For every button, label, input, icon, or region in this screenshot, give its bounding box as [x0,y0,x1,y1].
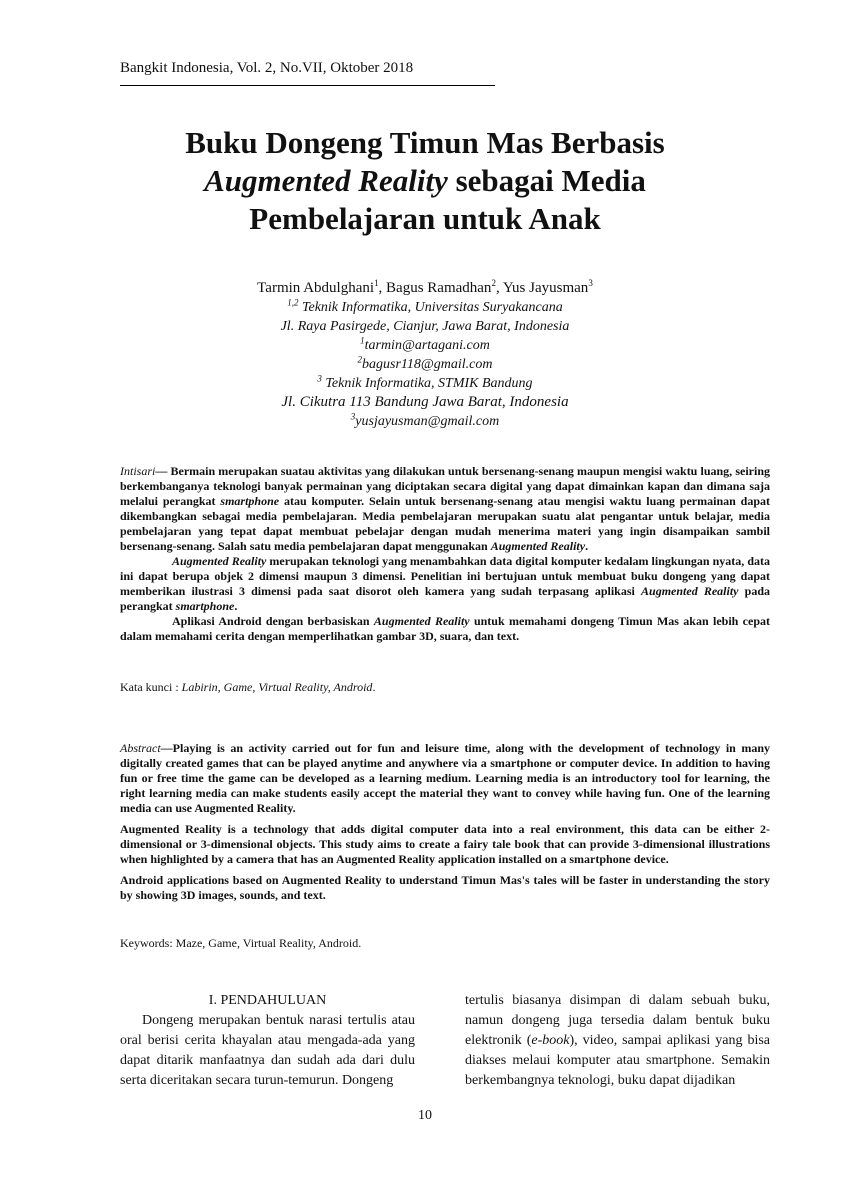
author-3-sup: 3 [588,278,593,288]
page-number: 10 [418,1108,432,1123]
abstract-paragraph-1 [120,741,770,816]
author-sep-2: , [495,280,503,296]
intisari-p3-b: untuk memahami dongeng Timun Mas akan lebih cepat dalam memahami cerita dengan memperlihatkan gambar 3D, suara, dan text. [120,614,770,643]
title-line-2 [100,162,750,200]
author-1-sup: 1 [374,278,379,288]
right-text-b: ), video, sampai aplikasi yang bisa diakses melaui komputer atau smartphone. Semakin berkembangnya teknologi, buku dapat dijadikan [465,1033,771,1088]
email-2-sup: 2 [357,354,363,365]
author-names [120,279,730,298]
intisari-p1-i1: smartphone [220,494,280,508]
paper-title [100,124,750,238]
author-2-sup: 2 [491,278,496,288]
author-2: Bagus Ramadhan [386,280,492,296]
intisari-paragraph-3 [120,614,770,644]
section-heading: I. PENDAHULUAN [208,993,327,1008]
left-column [120,991,415,1091]
intisari-p2-c: . [234,599,238,613]
email-2-text[interactable]: bagusr118@gmail.com [362,357,493,372]
title-line-3: Pembelajaran untuk Anak [249,201,601,236]
email-3-sup: 3 [350,411,356,422]
abstract-p1: Playing is an activity carried out for fun and leisure time, along with the development of technology in many digitally created games that can be played anytime and anywhere via a smartphone or computer device. In addition to having fun or free time the game can be developed as a learning medium. Learning media is an introductory tool for learning, the right learning media can make students easily accept the material they want to convey while having fun. One of the learning media can use Augmented Reality. [120,741,770,815]
intisari-section [120,464,770,644]
title-italic: Augmented Reality [204,163,448,198]
email-1[interactable] [120,336,730,355]
header-rule [120,85,495,86]
abstract-dash: — [160,741,173,755]
affiliation-1-text: Teknik Informatika, Universitas Suryakancana [298,300,563,315]
title-rest: sebagai Media [447,163,646,198]
author-block [120,279,730,431]
abstract-label: Abstract [120,741,161,755]
address-2: Jl. Cikutra 113 Bandung Jawa Barat, Indonesia [281,394,569,410]
right-text-italic: e-book [531,1033,570,1048]
intisari-p1-i2: Augmented Reality [490,539,586,553]
author-sep-1: , [378,280,387,296]
kata-kunci [120,680,770,695]
affiliation-2 [120,374,730,393]
author-3: Yus Jayusman [502,280,589,296]
intisari-p1-b: atau komputer. Selain untuk bersenang-senang atau mengisi waktu luang permainan dapat dikembangkan sebagai media pembelajaran. Media pembelajaran merupakan suatu alat pengantar untuk belajar, media pembelajaran yang tepat dapat membuat pebelajar dengan mudah menerima materi yang ingin disampaikan sambil bersenang-senang. Salah satu media pembelajaran dapat menggunakan [120,494,771,553]
affiliation-1 [120,298,730,317]
right-column [465,991,770,1091]
intisari-p3-i1: Augmented Reality [373,614,470,628]
abstract-paragraph-2: Augmented Reality is a technology that adds digital computer data into a real environment, this data can be either 2-dimensional or 3-dimensional objects. This study aims to create a fairy tale book that can provide 3-dimensional illustrations when highlighted by a camera that has an Augmented Reality application installed on a smartphone device. [120,822,770,866]
intisari-p1-a: Bermain merupakan suatau aktivitas yang dilakukan untuk bersenang-senang maupun mengisi waktu luang, seiring berkembanganya teknologi banyak permainan yang diciptakan secara digital yang dapat dimainkan kapan dan dimana saja melalui perangkat [120,464,770,508]
abstract-paragraph-3: Android applications based on Augmented Reality to understand Timun Mas's tales will be faster in understanding the story by showing 3D images, sounds, and text. [120,873,770,902]
affiliation-1-sup: 1,2 [287,297,299,308]
kata-kunci-value: Labirin, Game, Virtual Reality, Android [181,680,373,694]
right-text-a: tertulis biasanya disimpan di dalam sebuah buku, namun dongeng juga tersedia dalam bentuk buku elektronik ( [465,993,770,1048]
intisari-dash: — [155,464,171,478]
email-1-sup: 1 [360,335,365,346]
intisari-p3-a: Aplikasi Android dengan berbasiskan [172,614,374,628]
kata-kunci-label: Kata kunci : [120,680,182,694]
affiliation-2-text: Teknik Informatika, STMIK Bandung [321,376,533,391]
intisari-p2-i1: Augmented Reality [172,554,267,568]
kata-kunci-end: . [372,680,376,694]
email-3[interactable] [120,412,730,431]
intisari-p2-a: merupakan teknologi yang menambahkan data digital komputer kedalam lingkungan nyata, data ini dapat berupa objek 2 dimensi maupun 3 dimensi. Penelitian ini bertujuan untuk membuat buku dongeng yang dapat memberikan ilustrasi 3 dimensi pada saat disorot oleh kamera yang sudah terpasang aplikasi [120,554,770,598]
intisari-paragraph-2 [120,554,770,614]
intisari-p2-i3: smartphone [175,599,235,613]
right-column-text [465,991,770,1091]
intisari-p1-c: . [585,539,589,553]
email-3-text[interactable]: yusjayusman@gmail.com [355,414,500,429]
intisari-label: Intisari [120,464,156,478]
email-2[interactable] [120,355,730,374]
running-header: Bangkit Indonesia, Vol. 2, No.VII, Oktober 2018 [120,60,414,76]
author-1: Tarmin Abdulghani [257,280,375,296]
keywords: Keywords: Maze, Game, Virtual Reality, Android. [120,936,362,950]
intisari-paragraph-1 [120,464,770,554]
intisari-p2-i2: Augmented Reality [641,584,739,598]
email-1-text[interactable]: tarmin@artagani.com [364,338,490,353]
intisari-p2-b: pada perangkat [120,584,770,613]
abstract-section [120,741,770,903]
affiliation-2-sup: 3 [317,373,322,384]
left-column-text: Dongeng merupakan bentuk narasi tertulis atau oral berisi cerita khayalan atau mengada-ada yang dapat ditarik manfaatnya dan sudah ada dari dulu serta diceritakan secara turun-temurun. Dongeng [120,1013,415,1088]
address-1: Jl. Raya Pasirgede, Cianjur, Jawa Barat, Indonesia [280,319,570,334]
title-line-1: Buku Dongeng Timun Mas Berbasis [185,125,665,160]
